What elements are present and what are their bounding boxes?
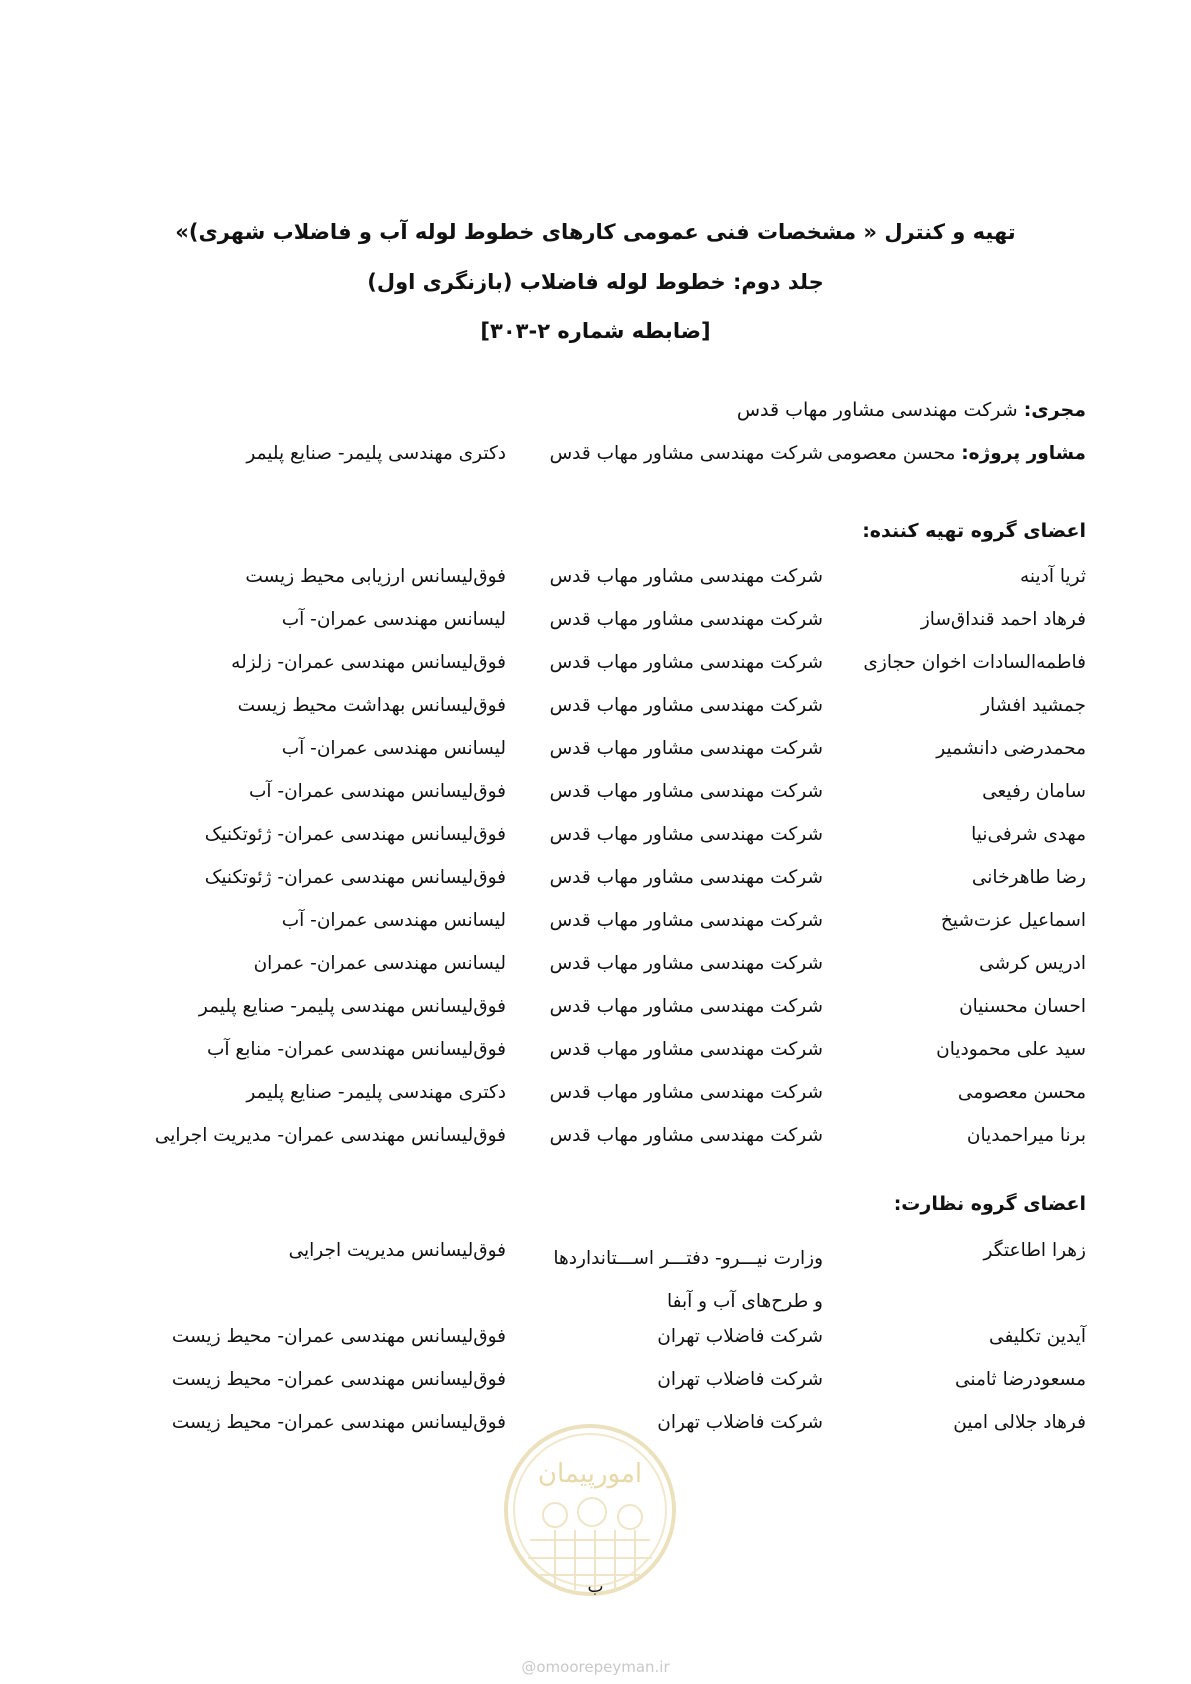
prep-member-row bbox=[130, 864, 1086, 907]
prep-member-row bbox=[130, 993, 1086, 1036]
page-number: ب bbox=[587, 1577, 604, 1597]
member-org: شرکت فاضلاب تهران bbox=[657, 1412, 823, 1433]
advisor-org: شرکت مهندسی مشاور مهاب قدس bbox=[549, 443, 823, 464]
member-org: شرکت مهندسی مشاور مهاب قدس bbox=[549, 781, 823, 802]
prep-group-list bbox=[130, 563, 1086, 1165]
member-org: شرکت مهندسی مشاور مهاب قدس bbox=[549, 1039, 823, 1060]
member-degree: فوق‌لیسانس ارزیابی محیط زیست bbox=[245, 566, 506, 587]
executor-line bbox=[130, 396, 1086, 424]
member-org: شرکت مهندسی مشاور مهاب قدس bbox=[549, 609, 823, 630]
supervision-member-row bbox=[130, 1323, 1086, 1366]
prep-member-row bbox=[130, 1079, 1086, 1122]
prep-member-row bbox=[130, 735, 1086, 778]
member-org: شرکت مهندسی مشاور مهاب قدس bbox=[549, 953, 823, 974]
member-name: فاطمه‌السادات اخوان حجازی bbox=[863, 652, 1086, 673]
member-org: شرکت مهندسی مشاور مهاب قدس bbox=[549, 695, 823, 716]
member-degree: فوق‌لیسانس بهداشت محیط زیست bbox=[237, 695, 506, 716]
member-org: شرکت فاضلاب تهران bbox=[657, 1369, 823, 1390]
member-name: ادریس کرشی bbox=[979, 953, 1086, 974]
prep-member-row bbox=[130, 950, 1086, 993]
member-name: سید علی محمودیان bbox=[936, 1039, 1086, 1060]
supervision-group-heading: اعضای گروه نظارت: bbox=[893, 1193, 1086, 1215]
member-degree: فوق‌لیسانس مهندسی عمران- آب bbox=[248, 781, 506, 802]
member-name: سامان رفیعی bbox=[982, 781, 1086, 802]
member-org: شرکت مهندسی مشاور مهاب قدس bbox=[549, 738, 823, 759]
member-org: شرکت مهندسی مشاور مهاب قدس bbox=[549, 566, 823, 587]
member-name: فرهاد احمد قنداق‌ساز bbox=[920, 609, 1086, 630]
member-name: مهدی شرفی‌نیا bbox=[971, 824, 1086, 845]
website-link[interactable]: @omoorepeyman.ir bbox=[521, 1658, 670, 1676]
title-line-2: جلد دوم: خطوط لوله فاضلاب (بازنگری اول) bbox=[367, 270, 824, 294]
prep-member-row bbox=[130, 907, 1086, 950]
seal-icon bbox=[500, 1420, 680, 1600]
member-org: شرکت مهندسی مشاور مهاب قدس bbox=[549, 1125, 823, 1146]
advisor-line bbox=[130, 440, 1086, 468]
member-degree: فوق‌لیسانس مدیریت اجرایی bbox=[288, 1240, 506, 1261]
member-degree: فوق‌لیسانس مهندسی عمران- محیط زیست bbox=[171, 1412, 506, 1433]
member-org: شرکت مهندسی مشاور مهاب قدس bbox=[549, 1082, 823, 1103]
member-degree: لیسانس مهندسی عمران- آب bbox=[281, 738, 506, 759]
member-name: رضا طاهرخانی bbox=[971, 867, 1086, 888]
prep-member-row bbox=[130, 1036, 1086, 1079]
member-degree: فوق‌لیسانس مهندسی عمران- مدیریت اجرایی bbox=[154, 1125, 506, 1146]
member-org: شرکت فاضلاب تهران bbox=[657, 1326, 823, 1347]
member-name: محمدرضی دانشمیر bbox=[936, 738, 1086, 759]
advisor-degree: دکتری مهندسی پلیمر- صنایع پلیمر bbox=[246, 443, 506, 464]
member-degree: لیسانس مهندسی عمران- آب bbox=[281, 910, 506, 931]
prep-member-row bbox=[130, 1122, 1086, 1165]
prep-member-row bbox=[130, 778, 1086, 821]
member-name: اسماعیل عزت‌شیخ bbox=[940, 910, 1086, 931]
prep-member-row bbox=[130, 692, 1086, 735]
supervision-member-row bbox=[130, 1237, 1086, 1323]
member-degree: فوق‌لیسانس مهندسی عمران- ژئوتکنیک bbox=[204, 867, 506, 888]
member-name: ثریا آدینه bbox=[1019, 566, 1086, 587]
member-org: وزارت نیـــرو- دفتـــر اســـتانداردها و طرح‌های آب و آبفا bbox=[553, 1248, 823, 1312]
advisor-label: مشاور پروژه: bbox=[961, 443, 1086, 464]
member-degree: فوق‌لیسانس مهندسی عمران- زلزله bbox=[231, 652, 506, 673]
member-degree: لیسانس مهندسی عمران- عمران bbox=[253, 953, 506, 974]
prep-member-row bbox=[130, 821, 1086, 864]
advisor-name: محسن معصومی bbox=[827, 443, 956, 464]
member-degree: فوق‌لیسانس مهندسی عمران- محیط زیست bbox=[171, 1369, 506, 1390]
member-name: محسن معصومی bbox=[957, 1082, 1086, 1103]
member-name: مسعودرضا ثامنی bbox=[955, 1369, 1086, 1390]
member-name: آیدین تکلیفی bbox=[989, 1326, 1086, 1347]
member-org: شرکت مهندسی مشاور مهاب قدس bbox=[549, 910, 823, 931]
prep-member-row bbox=[130, 606, 1086, 649]
member-degree: فوق‌لیسانس مهندسی پلیمر- صنایع پلیمر bbox=[198, 996, 506, 1017]
prep-member-row bbox=[130, 563, 1086, 606]
member-org: شرکت مهندسی مشاور مهاب قدس bbox=[549, 824, 823, 845]
member-name: زهرا اطاعتگر bbox=[983, 1240, 1086, 1261]
prep-member-row bbox=[130, 649, 1086, 692]
member-degree: لیسانس مهندسی عمران- آب bbox=[281, 609, 506, 630]
member-degree: فوق‌لیسانس مهندسی عمران- ژئوتکنیک bbox=[204, 824, 506, 845]
member-org: شرکت مهندسی مشاور مهاب قدس bbox=[549, 867, 823, 888]
title-line-3: [ضابطه شماره ۲-۳۰۳] bbox=[480, 319, 711, 343]
member-name: فرهاد جلالی امین bbox=[953, 1412, 1086, 1433]
member-org: شرکت مهندسی مشاور مهاب قدس bbox=[549, 996, 823, 1017]
member-name: برنا میراحمدیان bbox=[966, 1125, 1086, 1146]
executor-value: شرکت مهندسی مشاور مهاب قدس bbox=[736, 399, 1018, 421]
executor-label: مجری: bbox=[1023, 399, 1086, 421]
member-degree: فوق‌لیسانس مهندسی عمران- محیط زیست bbox=[171, 1326, 506, 1347]
member-degree: دکتری مهندسی پلیمر- صنایع پلیمر bbox=[246, 1082, 506, 1103]
member-name: جمشید افشار bbox=[981, 695, 1086, 716]
advisor-name-cell bbox=[827, 440, 1086, 468]
watermark-text: امورپیمان bbox=[537, 1459, 643, 1489]
prep-group-heading: اعضای گروه تهیه کننده: bbox=[862, 520, 1086, 542]
member-degree: فوق‌لیسانس مهندسی عمران- منابع آب bbox=[206, 1039, 506, 1060]
member-org: شرکت مهندسی مشاور مهاب قدس bbox=[549, 652, 823, 673]
title-line-1: تهیه و کنترل « مشخصات فنی عمومی کارهای خطوط لوله آب و فاضلاب شهری)» bbox=[175, 220, 1016, 244]
member-name: احسان محسنیان bbox=[959, 996, 1086, 1017]
supervision-member-row bbox=[130, 1366, 1086, 1409]
